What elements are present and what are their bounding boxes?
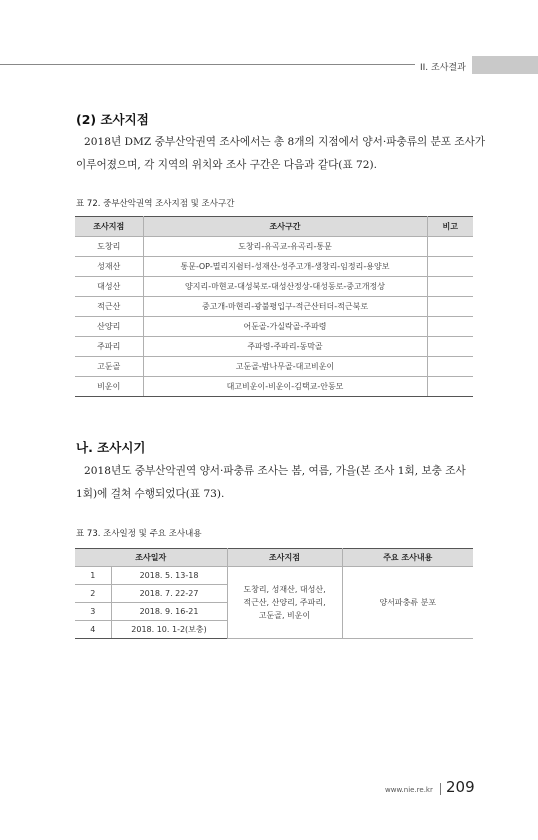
table-row [75,337,473,357]
note-cell [427,357,473,377]
route-cell: 대고비운이-비운이-김택교-안동모 [143,377,427,397]
table72-caption: 표 72. 중부산악권역 조사지점 및 조사구간 [76,199,235,209]
date-cell: 2018. 9. 16-21 [111,603,227,621]
paragraph-line: 이루어졌으며, 각 지역의 위치와 조사 구간은 다음과 같다(표 72). [76,159,378,171]
paragraph-line: 2018년도 중부산악권역 양서·파충류 조사는 봄, 여름, 가을(본 조사 1회, 보충 조사 [84,465,466,477]
date-cell: 2018. 5. 13-18 [111,567,227,585]
column-header: 조사구간 [143,217,427,237]
column-header: 주요 조사내용 [342,549,473,567]
site-cell: 고둔골 [75,357,143,377]
table73 [75,548,473,639]
site-cell: 적근산 [75,297,143,317]
column-header: 조사지점 [227,549,342,567]
row-number-cell: 3 [75,603,111,621]
note-cell [427,237,473,257]
site-cell: 도창리 [75,237,143,257]
table-row [75,317,473,337]
route-cell: 고둔골-밤나무골-대고비운이 [143,357,427,377]
route-cell: 도창리-유곡교-유곡리-통문 [143,237,427,257]
route-cell: 양지리-마현교-대성북로-대성산정상-대성동로-중고개정상 [143,277,427,297]
column-header: 비고 [427,217,473,237]
note-cell [427,377,473,397]
route-cell: 중고개-마현리-광불평입구-적근산터더-적근북로 [143,297,427,317]
column-header: 조사일자 [75,549,227,567]
note-cell [427,297,473,317]
table-row [75,377,473,397]
paragraph-survey-period [76,460,472,506]
route-cell: 주파령-주파리-동막골 [143,337,427,357]
content-cell: 양서파충류 분포 [342,567,473,639]
row-number-cell: 4 [75,621,111,639]
sites-line: 적근산, 산양리, 주파리, [243,598,326,607]
note-cell [427,337,473,357]
section-title-survey-sites: (2) 조사지점 [76,112,149,127]
footer-url: www.nie.re.kr [385,786,433,794]
site-cell: 산양리 [75,317,143,337]
table-row [75,237,473,257]
note-cell [427,317,473,337]
date-cell: 2018. 10. 1-2(보충) [111,621,227,639]
row-number-cell: 2 [75,585,111,603]
table73-caption: 표 73. 조사일정 및 주요 조사내용 [76,529,202,539]
footer-separator [440,783,441,795]
paragraph-line: 2018년 DMZ 중부산악권역 조사에서는 총 8개의 지점에서 양서·파충류의 분포 조사가 [84,136,486,148]
paragraph-survey-sites [76,131,486,177]
site-cell: 성재산 [75,257,143,277]
date-cell: 2018. 7. 22-27 [111,585,227,603]
table72 [75,216,473,397]
chapter-label: II. 조사결과 [420,63,466,73]
paragraph-line: 1회)에 걸쳐 수행되었다(표 73). [76,488,225,500]
table-header-row [75,217,473,237]
column-header: 조사지점 [75,217,143,237]
table-row [75,567,473,585]
section-title-survey-period: 나. 조사시기 [76,440,146,455]
table-row [75,357,473,377]
sites-line: 고둔골, 비운이 [258,611,311,620]
table-row [75,277,473,297]
table-row [75,257,473,277]
route-cell: 어둔골-가실락골-주파령 [143,317,427,337]
row-number-cell: 1 [75,567,111,585]
note-cell [427,257,473,277]
site-cell: 대성산 [75,277,143,297]
page-number: 209 [446,778,475,796]
table-row [75,297,473,317]
sites-cell [227,567,342,639]
route-cell: 통문-OP-멸리지쉼터-성재산-성주고개-생창리-임정리-용양보 [143,257,427,277]
table-header-row [75,549,473,567]
header-rule [0,64,415,65]
sites-line: 도창리, 성재산, 대성산, [243,585,326,594]
note-cell [427,277,473,297]
site-cell: 주파리 [75,337,143,357]
chapter-tab [472,56,538,74]
site-cell: 비운이 [75,377,143,397]
